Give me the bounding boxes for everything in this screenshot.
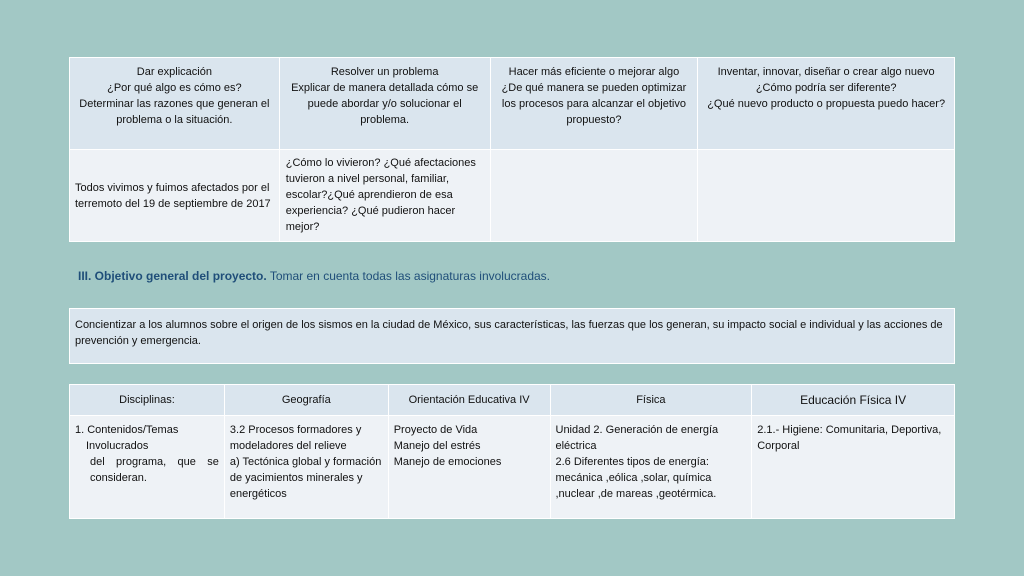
purpose-header-row	[70, 58, 955, 150]
header-line: Resolver un problema	[330, 66, 439, 78]
objective-heading-rest: Tomar en cuenta todas las asignaturas involucradas.	[266, 269, 550, 283]
header-geografia: Geografía	[224, 385, 388, 416]
header-hacer-eficiente	[490, 58, 698, 150]
header-educacion-fisica: Educación Física IV	[752, 385, 955, 416]
cell-line: Proyecto de Vida	[393, 424, 478, 436]
cell-line: Unidad 2. Generación de energía eléctrica	[555, 424, 719, 452]
header-line: Hacer más eficiente o mejorar algo	[508, 66, 680, 78]
cell-empty-3	[490, 150, 698, 242]
header-dar-explicacion	[70, 58, 280, 150]
cell-contenidos	[70, 416, 225, 519]
header-line: ¿De qué manera se pueden optimizar los procesos para alcanzar el objetivo propuesto?	[501, 82, 687, 126]
cell-line: Involucrados	[86, 440, 149, 452]
header-fisica: Física	[550, 385, 752, 416]
cell-line: Manejo del estrés	[393, 440, 481, 452]
cell-line: 1. Contenidos/Temas	[75, 424, 179, 436]
objective-table	[69, 308, 955, 364]
header-line: Explicar de manera detallada cómo se puede abordar y/o solucionar el problema.	[291, 82, 479, 126]
header-orientacion: Orientación Educativa IV	[388, 385, 550, 416]
cell-line: Manejo de emociones	[393, 456, 502, 468]
header-disciplinas: Disciplinas:	[70, 385, 225, 416]
objective-heading-bold: III. Objetivo general del proyecto.	[78, 269, 267, 283]
cell-empty-4	[698, 150, 955, 242]
cell-orientacion	[388, 416, 550, 519]
purpose-table	[69, 57, 955, 242]
disciplines-table	[69, 384, 955, 519]
header-line: Inventar, innovar, diseñar o crear algo nuevo	[717, 66, 935, 78]
header-line: ¿Por qué algo es cómo es?	[107, 82, 242, 94]
objective-text: Concientizar a los alumnos sobre el origen de los sismos en la ciudad de México, sus características, las fuerzas que los generan, su impacto social e individual y las acciones de prevención y emergencia.	[70, 309, 955, 364]
header-line: Dar explicación	[136, 66, 212, 78]
header-resolver-problema	[279, 58, 490, 150]
header-line: ¿Cómo podría ser diferente?	[755, 82, 897, 94]
cell-educacion-fisica	[752, 416, 955, 519]
cell-fisica	[550, 416, 752, 519]
cell-geografia	[224, 416, 388, 519]
cell-preguntas: ¿Cómo lo vivieron? ¿Qué afectaciones tuvieron a nivel personal, familiar, escolar?¿Qué aprendieron de esa experiencia? ¿Qué pudieron hacer mejor?	[279, 150, 490, 242]
header-line: ¿Qué nuevo producto o propuesta puedo hacer?	[707, 98, 946, 110]
disciplines-header-row	[70, 385, 955, 416]
disciplines-content-row	[70, 416, 955, 519]
cell-line: consideran.	[90, 472, 147, 484]
cell-line: 2.1.- Higiene: Comunitaria, Deportiva, Corporal	[757, 424, 942, 452]
cell-line: 3.2 Procesos formadores y modeladores del relieve	[229, 424, 362, 452]
header-inventar	[698, 58, 955, 150]
purpose-content-row	[70, 150, 955, 242]
cell-terremoto: Todos vivimos y fuimos afectados por el terremoto del 19 de septiembre de 2017	[70, 150, 280, 242]
cell-line: del programa, que se	[90, 456, 219, 468]
header-line: Determinar las razones que generan el problema o la situación.	[79, 98, 270, 126]
objective-heading	[78, 269, 550, 283]
cell-line: 2.6 Diferentes tipos de energía: mecánica ,eólica ,solar, química ,nuclear ,de mareas ,geotérmica.	[555, 456, 717, 500]
cell-line: a) Tectónica global y formación de yacimientos minerales y energéticos	[229, 456, 382, 500]
